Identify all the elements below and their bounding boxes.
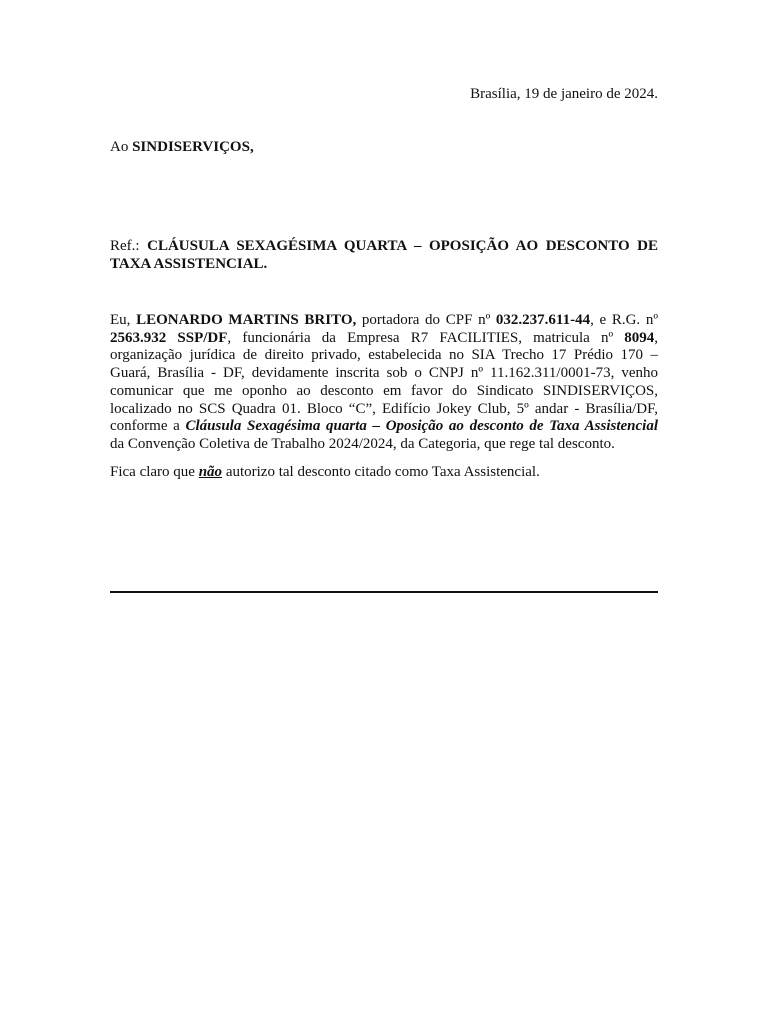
addressee [110, 139, 254, 157]
text: conforme a [110, 418, 186, 435]
paragraph-line: organização jurídica de direito privado, estabelecida no SIA Trecho 17 Prédio 170 – [110, 347, 658, 364]
declarant-name: LEONARDO MARTINS BRITO, [136, 312, 357, 328]
matricula-number: 8094 [624, 329, 655, 346]
paragraph-line [110, 312, 658, 330]
text: , [654, 329, 658, 346]
paragraph-line: comunicar que me oponho ao desconto em favor do Sindicato SINDISERVIÇOS, [110, 382, 658, 399]
paragraph-line: localizado no SCS Quadra 01. Bloco “C”, Edifício Jokey Club, 5º andar - Brasília/DF, [110, 400, 658, 417]
paragraph-line: Guará, Brasília - DF, devidamente inscrita sob o CNPJ nº 11.162.311/0001-73, venho [110, 365, 658, 382]
signature-line [110, 591, 658, 593]
addressee-name: SINDISERVIÇOS, [132, 139, 254, 155]
paragraph-line [110, 330, 658, 348]
declaration-paragraph [110, 312, 658, 454]
reference-line [110, 238, 658, 273]
emphasis-nao: não [198, 464, 223, 480]
text: , funcionária da Empresa R7 FACILITIES, matricula nº [227, 329, 625, 346]
paragraph-line: da Convenção Coletiva de Trabalho 2024/2024, da Categoria, que rege tal desconto. [110, 435, 615, 452]
date-line: Brasília, 19 de janeiro de 2024. [470, 86, 658, 102]
text: , e R.G. nº [590, 312, 658, 328]
addressee-prefix: Ao [110, 139, 129, 155]
text: Fica claro que [110, 464, 199, 480]
closing-statement [110, 464, 540, 482]
reference-title: CLÁUSULA SEXAGÉSIMA QUARTA – OPOSIÇÃO AO DESCONTO DE TAXA ASSISTENCIAL. [110, 238, 658, 272]
reference-prefix: Ref.: [110, 238, 140, 254]
paragraph-line [110, 418, 658, 436]
rg-number: 2563.932 SSP/DF [110, 329, 228, 346]
clause-title: Cláusula Sexagésima quarta – Oposição ao desconto de Taxa Assistencial [185, 418, 658, 435]
text: autorizo tal desconto citado como Taxa Assistencial. [222, 464, 540, 480]
text: portadora do CPF nº [356, 312, 496, 328]
text: Eu, [110, 312, 137, 328]
cpf-number: 032.237.611-44 [495, 312, 591, 328]
